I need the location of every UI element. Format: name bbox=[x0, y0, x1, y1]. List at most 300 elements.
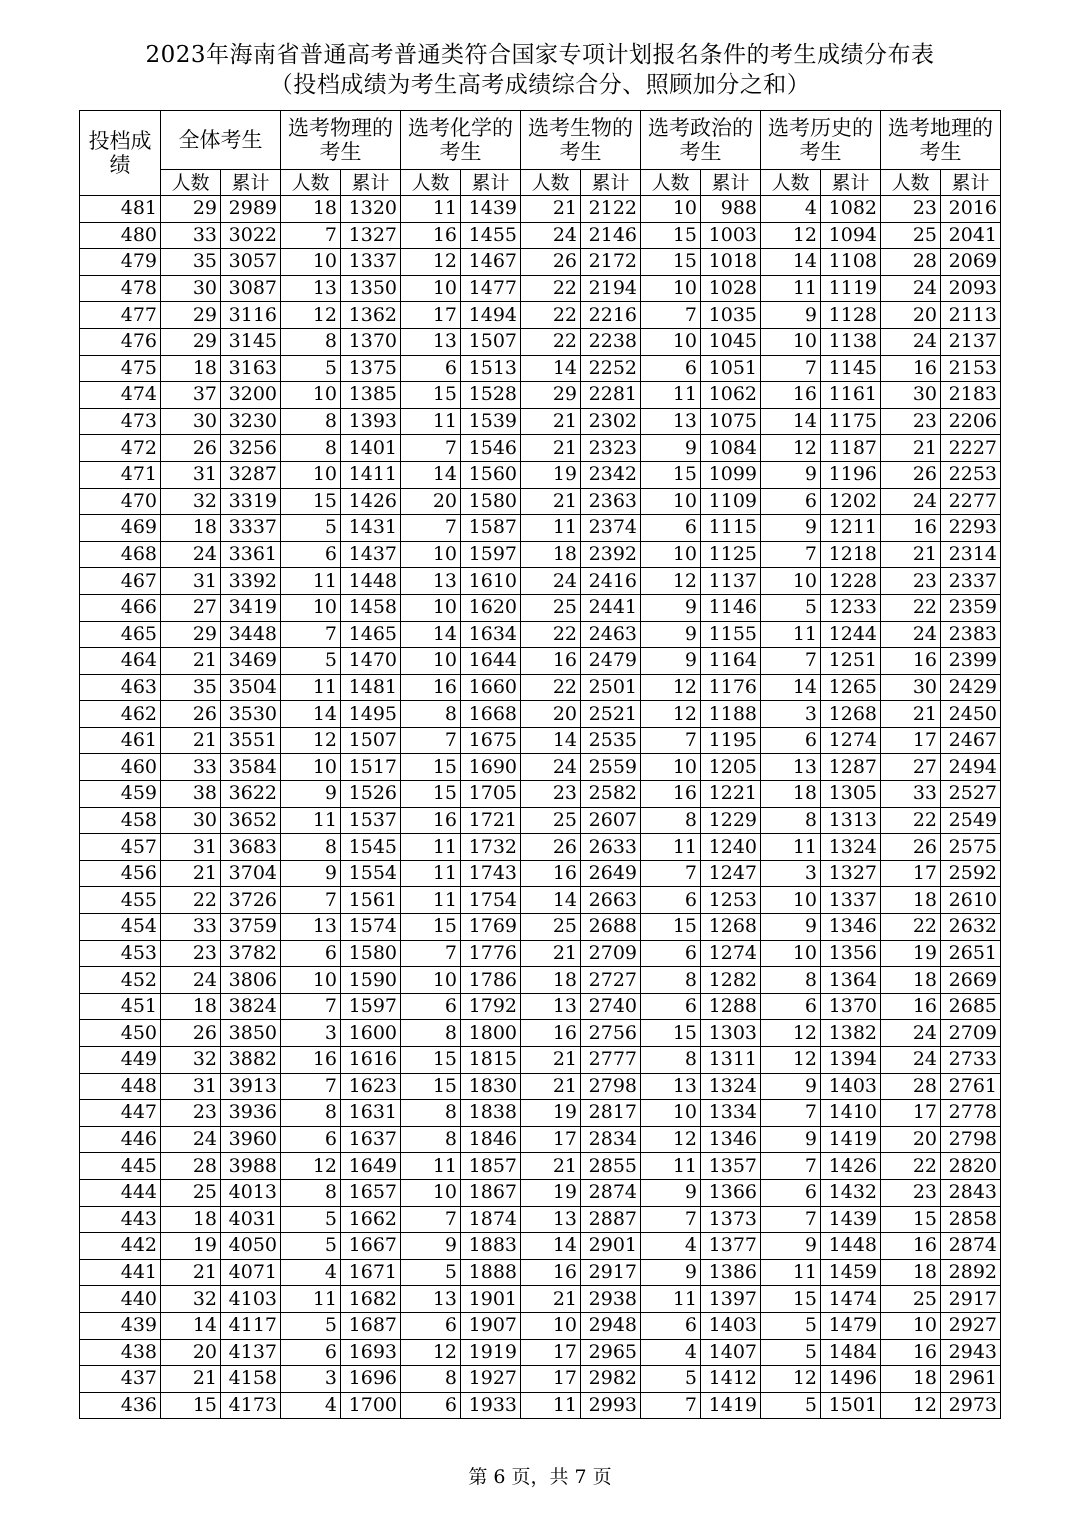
count-cell: 7 bbox=[281, 993, 341, 1020]
count-cell: 12 bbox=[641, 568, 701, 595]
count-cell: 6 bbox=[401, 1392, 461, 1419]
cumulative-cell: 1251 bbox=[821, 648, 881, 675]
count-cell: 22 bbox=[521, 275, 581, 302]
cumulative-cell: 3163 bbox=[221, 355, 281, 382]
count-cell: 14 bbox=[521, 727, 581, 754]
cumulative-cell: 1465 bbox=[341, 621, 401, 648]
table-row bbox=[80, 515, 1001, 542]
table-row bbox=[80, 1312, 1001, 1339]
count-cell: 21 bbox=[521, 940, 581, 967]
count-cell: 11 bbox=[401, 887, 461, 914]
cumulative-cell: 2281 bbox=[581, 382, 641, 409]
count-cell: 26 bbox=[881, 834, 941, 861]
score-cell: 441 bbox=[80, 1259, 161, 1286]
count-cell: 12 bbox=[281, 1153, 341, 1180]
cumulative-cell: 1401 bbox=[341, 435, 401, 462]
count-cell: 11 bbox=[401, 408, 461, 435]
count-cell: 17 bbox=[521, 1366, 581, 1393]
cumulative-cell: 1265 bbox=[821, 674, 881, 701]
cumulative-cell: 1161 bbox=[821, 382, 881, 409]
cumulative-cell: 1211 bbox=[821, 515, 881, 542]
cumulative-cell: 2153 bbox=[941, 355, 1001, 382]
cumulative-cell: 1620 bbox=[461, 594, 521, 621]
count-cell: 25 bbox=[521, 594, 581, 621]
table-row bbox=[80, 993, 1001, 1020]
header-cumulative: 累计 bbox=[941, 170, 1001, 196]
count-cell: 10 bbox=[761, 568, 821, 595]
count-cell: 7 bbox=[401, 515, 461, 542]
score-cell: 446 bbox=[80, 1126, 161, 1153]
cumulative-cell: 1528 bbox=[461, 382, 521, 409]
cumulative-cell: 2669 bbox=[941, 967, 1001, 994]
count-cell: 15 bbox=[761, 1286, 821, 1313]
count-cell: 7 bbox=[401, 435, 461, 462]
cumulative-cell: 1439 bbox=[461, 196, 521, 223]
count-cell: 35 bbox=[161, 249, 221, 276]
count-cell: 16 bbox=[401, 222, 461, 249]
cumulative-cell: 2093 bbox=[941, 275, 1001, 302]
count-cell: 7 bbox=[401, 727, 461, 754]
cumulative-cell: 3504 bbox=[221, 674, 281, 701]
count-cell: 21 bbox=[521, 488, 581, 515]
cumulative-cell: 1366 bbox=[701, 1179, 761, 1206]
header-group-chemistry: 选考化学的考生 bbox=[401, 111, 521, 170]
cumulative-cell: 3361 bbox=[221, 541, 281, 568]
count-cell: 30 bbox=[161, 807, 221, 834]
count-cell: 21 bbox=[161, 727, 221, 754]
cumulative-cell: 1303 bbox=[701, 1020, 761, 1047]
cumulative-cell: 3704 bbox=[221, 860, 281, 887]
count-cell: 20 bbox=[161, 1339, 221, 1366]
count-cell: 10 bbox=[401, 967, 461, 994]
cumulative-cell: 1637 bbox=[341, 1126, 401, 1153]
count-cell: 17 bbox=[881, 860, 941, 887]
header-count: 人数 bbox=[521, 170, 581, 196]
count-cell: 23 bbox=[881, 568, 941, 595]
cumulative-cell: 1128 bbox=[821, 302, 881, 329]
cumulative-cell: 2798 bbox=[581, 1073, 641, 1100]
count-cell: 24 bbox=[881, 488, 941, 515]
count-cell: 29 bbox=[521, 382, 581, 409]
count-cell: 28 bbox=[881, 249, 941, 276]
cumulative-cell: 3230 bbox=[221, 408, 281, 435]
cumulative-cell: 3988 bbox=[221, 1153, 281, 1180]
score-cell: 460 bbox=[80, 754, 161, 781]
score-cell: 439 bbox=[80, 1312, 161, 1339]
table-row bbox=[80, 275, 1001, 302]
cumulative-cell: 1045 bbox=[701, 328, 761, 355]
cumulative-cell: 2238 bbox=[581, 328, 641, 355]
count-cell: 6 bbox=[281, 1339, 341, 1366]
cumulative-cell: 1419 bbox=[701, 1392, 761, 1419]
header-count: 人数 bbox=[281, 170, 341, 196]
count-cell: 15 bbox=[401, 754, 461, 781]
count-cell: 10 bbox=[401, 541, 461, 568]
cumulative-cell: 2172 bbox=[581, 249, 641, 276]
count-cell: 26 bbox=[161, 1020, 221, 1047]
header-cumulative: 累计 bbox=[341, 170, 401, 196]
count-cell: 9 bbox=[761, 914, 821, 941]
cumulative-cell: 1364 bbox=[821, 967, 881, 994]
cumulative-cell: 2146 bbox=[581, 222, 641, 249]
cumulative-cell: 1919 bbox=[461, 1339, 521, 1366]
table-row bbox=[80, 1047, 1001, 1074]
table-row bbox=[80, 196, 1001, 223]
count-cell: 14 bbox=[401, 621, 461, 648]
count-cell: 12 bbox=[881, 1392, 941, 1419]
count-cell: 11 bbox=[401, 860, 461, 887]
count-cell: 14 bbox=[761, 674, 821, 701]
cumulative-cell: 2989 bbox=[221, 196, 281, 223]
count-cell: 11 bbox=[761, 1259, 821, 1286]
cumulative-cell: 1580 bbox=[461, 488, 521, 515]
cumulative-cell: 2607 bbox=[581, 807, 641, 834]
cumulative-cell: 2943 bbox=[941, 1339, 1001, 1366]
cumulative-cell: 3530 bbox=[221, 701, 281, 728]
cumulative-cell: 1660 bbox=[461, 674, 521, 701]
count-cell: 15 bbox=[881, 1206, 941, 1233]
cumulative-cell: 1846 bbox=[461, 1126, 521, 1153]
count-cell: 7 bbox=[281, 1073, 341, 1100]
cumulative-cell: 1838 bbox=[461, 1100, 521, 1127]
count-cell: 9 bbox=[281, 860, 341, 887]
count-cell: 15 bbox=[641, 1020, 701, 1047]
cumulative-cell: 2858 bbox=[941, 1206, 1001, 1233]
count-cell: 11 bbox=[281, 568, 341, 595]
header-group-politics: 选考政治的考生 bbox=[641, 111, 761, 170]
cumulative-cell: 1175 bbox=[821, 408, 881, 435]
count-cell: 15 bbox=[161, 1392, 221, 1419]
count-cell: 28 bbox=[881, 1073, 941, 1100]
count-cell: 13 bbox=[641, 1073, 701, 1100]
cumulative-cell: 1800 bbox=[461, 1020, 521, 1047]
cumulative-cell: 2559 bbox=[581, 754, 641, 781]
cumulative-cell: 1375 bbox=[341, 355, 401, 382]
cumulative-cell: 2961 bbox=[941, 1366, 1001, 1393]
cumulative-cell: 2592 bbox=[941, 860, 1001, 887]
cumulative-cell: 3652 bbox=[221, 807, 281, 834]
cumulative-cell: 2663 bbox=[581, 887, 641, 914]
count-cell: 24 bbox=[161, 1126, 221, 1153]
count-cell: 10 bbox=[641, 754, 701, 781]
count-cell: 16 bbox=[521, 648, 581, 675]
cumulative-cell: 1051 bbox=[701, 355, 761, 382]
count-cell: 8 bbox=[401, 1126, 461, 1153]
cumulative-cell: 1164 bbox=[701, 648, 761, 675]
cumulative-cell: 4013 bbox=[221, 1179, 281, 1206]
cumulative-cell: 4103 bbox=[221, 1286, 281, 1313]
cumulative-cell: 2834 bbox=[581, 1126, 641, 1153]
cumulative-cell: 1274 bbox=[821, 727, 881, 754]
cumulative-cell: 1883 bbox=[461, 1233, 521, 1260]
count-cell: 22 bbox=[881, 807, 941, 834]
table-row bbox=[80, 754, 1001, 781]
count-cell: 18 bbox=[161, 515, 221, 542]
cumulative-cell: 1028 bbox=[701, 275, 761, 302]
cumulative-cell: 1137 bbox=[701, 568, 761, 595]
count-cell: 8 bbox=[281, 834, 341, 861]
cumulative-cell: 1470 bbox=[341, 648, 401, 675]
cumulative-cell: 1075 bbox=[701, 408, 761, 435]
count-cell: 21 bbox=[521, 1047, 581, 1074]
table-row bbox=[80, 222, 1001, 249]
cumulative-cell: 2756 bbox=[581, 1020, 641, 1047]
count-cell: 19 bbox=[161, 1233, 221, 1260]
cumulative-cell: 2293 bbox=[941, 515, 1001, 542]
score-cell: 476 bbox=[80, 328, 161, 355]
cumulative-cell: 1690 bbox=[461, 754, 521, 781]
count-cell: 17 bbox=[521, 1339, 581, 1366]
header-count: 人数 bbox=[641, 170, 701, 196]
cumulative-cell: 3759 bbox=[221, 914, 281, 941]
score-cell: 464 bbox=[80, 648, 161, 675]
cumulative-cell: 3419 bbox=[221, 594, 281, 621]
cumulative-cell: 2527 bbox=[941, 781, 1001, 808]
document-title: 2023年海南省普通高考普通类符合国家专项计划报名条件的考生成绩分布表 bbox=[145, 42, 935, 68]
count-cell: 9 bbox=[761, 1073, 821, 1100]
cumulative-cell: 1815 bbox=[461, 1047, 521, 1074]
cumulative-cell: 4117 bbox=[221, 1312, 281, 1339]
table-row bbox=[80, 461, 1001, 488]
table-row bbox=[80, 781, 1001, 808]
count-cell: 6 bbox=[281, 541, 341, 568]
table-row bbox=[80, 1233, 1001, 1260]
cumulative-cell: 1240 bbox=[701, 834, 761, 861]
cumulative-cell: 1574 bbox=[341, 914, 401, 941]
count-cell: 22 bbox=[521, 621, 581, 648]
count-cell: 15 bbox=[401, 1047, 461, 1074]
count-cell: 7 bbox=[641, 302, 701, 329]
count-cell: 21 bbox=[521, 1153, 581, 1180]
count-cell: 16 bbox=[521, 860, 581, 887]
cumulative-cell: 1634 bbox=[461, 621, 521, 648]
cumulative-cell: 1769 bbox=[461, 914, 521, 941]
cumulative-cell: 3319 bbox=[221, 488, 281, 515]
count-cell: 31 bbox=[161, 834, 221, 861]
cumulative-cell: 2843 bbox=[941, 1179, 1001, 1206]
score-cell: 452 bbox=[80, 967, 161, 994]
count-cell: 13 bbox=[641, 408, 701, 435]
count-cell: 22 bbox=[521, 674, 581, 701]
count-cell: 12 bbox=[641, 1126, 701, 1153]
cumulative-cell: 1705 bbox=[461, 781, 521, 808]
cumulative-cell: 1867 bbox=[461, 1179, 521, 1206]
cumulative-cell: 1146 bbox=[701, 594, 761, 621]
count-cell: 10 bbox=[641, 488, 701, 515]
cumulative-cell: 3087 bbox=[221, 275, 281, 302]
count-cell: 16 bbox=[521, 1020, 581, 1047]
count-cell: 6 bbox=[281, 1126, 341, 1153]
cumulative-cell: 3913 bbox=[221, 1073, 281, 1100]
count-cell: 24 bbox=[881, 1047, 941, 1074]
score-cell: 447 bbox=[80, 1100, 161, 1127]
count-cell: 10 bbox=[281, 594, 341, 621]
count-cell: 16 bbox=[281, 1047, 341, 1074]
cumulative-cell: 1693 bbox=[341, 1339, 401, 1366]
cumulative-cell: 1474 bbox=[821, 1286, 881, 1313]
cumulative-cell: 2359 bbox=[941, 594, 1001, 621]
table-row bbox=[80, 355, 1001, 382]
cumulative-cell: 2183 bbox=[941, 382, 1001, 409]
cumulative-cell: 3022 bbox=[221, 222, 281, 249]
count-cell: 8 bbox=[401, 1020, 461, 1047]
cumulative-cell: 2467 bbox=[941, 727, 1001, 754]
count-cell: 7 bbox=[761, 1153, 821, 1180]
count-cell: 16 bbox=[881, 515, 941, 542]
cumulative-cell: 4071 bbox=[221, 1259, 281, 1286]
cumulative-cell: 1035 bbox=[701, 302, 761, 329]
count-cell: 31 bbox=[161, 1073, 221, 1100]
count-cell: 32 bbox=[161, 1286, 221, 1313]
cumulative-cell: 1539 bbox=[461, 408, 521, 435]
count-cell: 8 bbox=[281, 435, 341, 462]
count-cell: 11 bbox=[761, 834, 821, 861]
cumulative-cell: 2820 bbox=[941, 1153, 1001, 1180]
count-cell: 17 bbox=[881, 1100, 941, 1127]
count-cell: 11 bbox=[761, 275, 821, 302]
count-cell: 5 bbox=[281, 648, 341, 675]
cumulative-cell: 2575 bbox=[941, 834, 1001, 861]
table-row bbox=[80, 382, 1001, 409]
count-cell: 8 bbox=[281, 1179, 341, 1206]
header-count: 人数 bbox=[401, 170, 461, 196]
cumulative-cell: 3622 bbox=[221, 781, 281, 808]
cumulative-cell: 1397 bbox=[701, 1286, 761, 1313]
cumulative-cell: 2535 bbox=[581, 727, 641, 754]
cumulative-cell: 1082 bbox=[821, 196, 881, 223]
cumulative-cell: 1357 bbox=[701, 1153, 761, 1180]
cumulative-cell: 1377 bbox=[701, 1233, 761, 1260]
cumulative-cell: 1830 bbox=[461, 1073, 521, 1100]
count-cell: 7 bbox=[761, 1100, 821, 1127]
count-cell: 16 bbox=[881, 648, 941, 675]
count-cell: 10 bbox=[281, 967, 341, 994]
count-cell: 9 bbox=[641, 435, 701, 462]
score-cell: 438 bbox=[80, 1339, 161, 1366]
count-cell: 16 bbox=[881, 993, 941, 1020]
cumulative-cell: 1099 bbox=[701, 461, 761, 488]
count-cell: 9 bbox=[641, 621, 701, 648]
cumulative-cell: 1320 bbox=[341, 196, 401, 223]
count-cell: 32 bbox=[161, 1047, 221, 1074]
cumulative-cell: 2494 bbox=[941, 754, 1001, 781]
count-cell: 14 bbox=[281, 701, 341, 728]
count-cell: 35 bbox=[161, 674, 221, 701]
cumulative-cell: 2761 bbox=[941, 1073, 1001, 1100]
score-cell: 451 bbox=[80, 993, 161, 1020]
count-cell: 26 bbox=[521, 834, 581, 861]
cumulative-cell: 2041 bbox=[941, 222, 1001, 249]
table-row bbox=[80, 568, 1001, 595]
cumulative-cell: 1407 bbox=[701, 1339, 761, 1366]
count-cell: 10 bbox=[761, 328, 821, 355]
cumulative-cell: 2441 bbox=[581, 594, 641, 621]
count-cell: 33 bbox=[881, 781, 941, 808]
count-cell: 22 bbox=[161, 887, 221, 914]
count-cell: 9 bbox=[761, 302, 821, 329]
cumulative-cell: 3469 bbox=[221, 648, 281, 675]
count-cell: 13 bbox=[401, 568, 461, 595]
cumulative-cell: 1545 bbox=[341, 834, 401, 861]
cumulative-cell: 2798 bbox=[941, 1126, 1001, 1153]
count-cell: 22 bbox=[881, 594, 941, 621]
count-cell: 14 bbox=[761, 408, 821, 435]
count-cell: 4 bbox=[281, 1392, 341, 1419]
count-cell: 9 bbox=[761, 1126, 821, 1153]
count-cell: 10 bbox=[521, 1312, 581, 1339]
count-cell: 21 bbox=[881, 435, 941, 462]
table-row bbox=[80, 328, 1001, 355]
cumulative-cell: 1094 bbox=[821, 222, 881, 249]
count-cell: 7 bbox=[401, 1206, 461, 1233]
cumulative-cell: 2374 bbox=[581, 515, 641, 542]
count-cell: 23 bbox=[881, 196, 941, 223]
count-cell: 11 bbox=[401, 834, 461, 861]
cumulative-cell: 1644 bbox=[461, 648, 521, 675]
table-row bbox=[80, 1259, 1001, 1286]
cumulative-cell: 1901 bbox=[461, 1286, 521, 1313]
cumulative-cell: 2416 bbox=[581, 568, 641, 595]
cumulative-cell: 2733 bbox=[941, 1047, 1001, 1074]
cumulative-cell: 2501 bbox=[581, 674, 641, 701]
count-cell: 8 bbox=[281, 328, 341, 355]
cumulative-cell: 2549 bbox=[941, 807, 1001, 834]
cumulative-cell: 1857 bbox=[461, 1153, 521, 1180]
cumulative-cell: 1244 bbox=[821, 621, 881, 648]
count-cell: 4 bbox=[641, 1339, 701, 1366]
count-cell: 20 bbox=[521, 701, 581, 728]
cumulative-cell: 2392 bbox=[581, 541, 641, 568]
count-cell: 21 bbox=[521, 408, 581, 435]
count-cell: 6 bbox=[401, 1312, 461, 1339]
cumulative-cell: 3392 bbox=[221, 568, 281, 595]
count-cell: 9 bbox=[641, 594, 701, 621]
score-cell: 458 bbox=[80, 807, 161, 834]
cumulative-cell: 1419 bbox=[821, 1126, 881, 1153]
count-cell: 9 bbox=[761, 1233, 821, 1260]
count-cell: 13 bbox=[401, 1286, 461, 1313]
count-cell: 8 bbox=[641, 807, 701, 834]
count-cell: 25 bbox=[881, 1286, 941, 1313]
cumulative-cell: 2206 bbox=[941, 408, 1001, 435]
header-score: 投档成绩 bbox=[80, 111, 161, 196]
cumulative-cell: 3256 bbox=[221, 435, 281, 462]
count-cell: 15 bbox=[401, 914, 461, 941]
cumulative-cell: 1700 bbox=[341, 1392, 401, 1419]
cumulative-cell: 1587 bbox=[461, 515, 521, 542]
count-cell: 10 bbox=[761, 887, 821, 914]
count-cell: 16 bbox=[881, 355, 941, 382]
count-cell: 18 bbox=[521, 967, 581, 994]
cumulative-cell: 2685 bbox=[941, 993, 1001, 1020]
cumulative-cell: 1649 bbox=[341, 1153, 401, 1180]
cumulative-cell: 2740 bbox=[581, 993, 641, 1020]
cumulative-cell: 4031 bbox=[221, 1206, 281, 1233]
count-cell: 6 bbox=[641, 940, 701, 967]
count-cell: 8 bbox=[281, 1100, 341, 1127]
count-cell: 18 bbox=[521, 541, 581, 568]
count-cell: 8 bbox=[641, 1047, 701, 1074]
cumulative-cell: 3448 bbox=[221, 621, 281, 648]
cumulative-cell: 2948 bbox=[581, 1312, 641, 1339]
count-cell: 14 bbox=[521, 887, 581, 914]
count-cell: 5 bbox=[281, 1206, 341, 1233]
count-cell: 3 bbox=[761, 701, 821, 728]
score-cell: 474 bbox=[80, 382, 161, 409]
count-cell: 5 bbox=[401, 1259, 461, 1286]
count-cell: 8 bbox=[281, 408, 341, 435]
count-cell: 5 bbox=[761, 1312, 821, 1339]
